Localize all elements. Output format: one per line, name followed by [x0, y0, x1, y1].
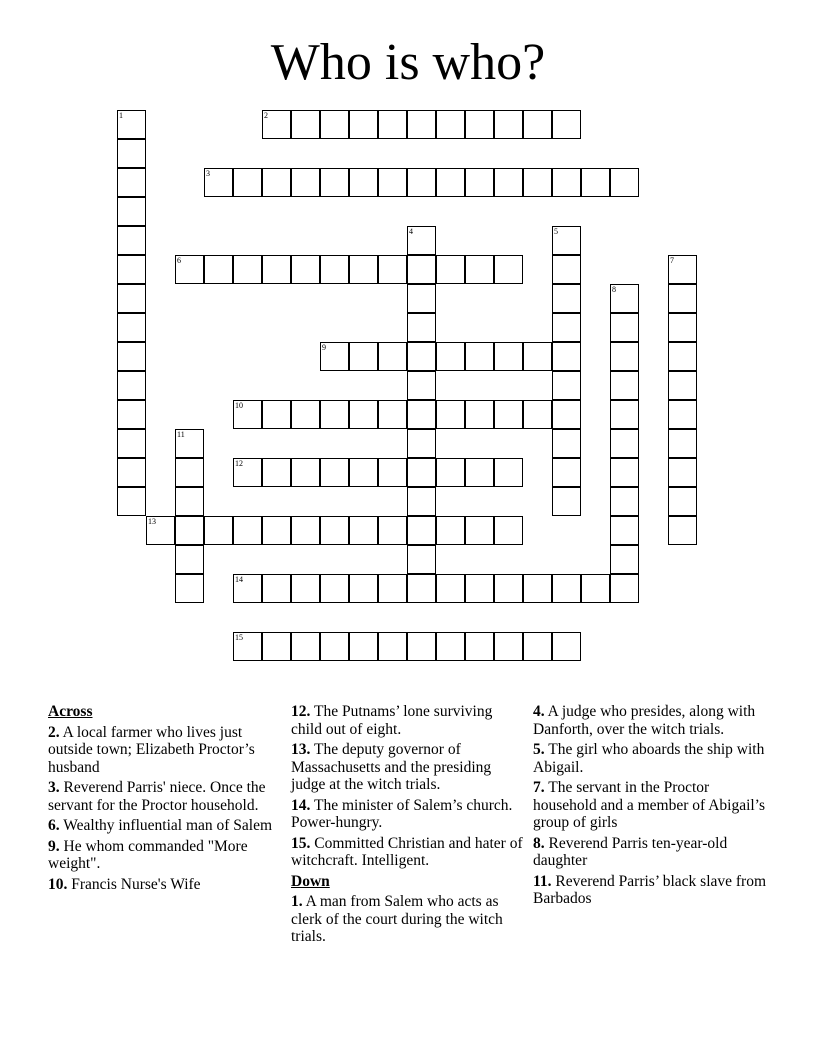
clue-text: He whom commanded "More weight". — [48, 837, 248, 872]
grid-cell[interactable] — [407, 371, 436, 400]
grid-cell[interactable] — [291, 255, 320, 284]
grid-cell[interactable] — [552, 429, 581, 458]
cell-number: 8 — [612, 285, 616, 294]
clue-number: 15. — [291, 834, 311, 852]
grid-cell[interactable] — [610, 545, 639, 574]
clue-text: Reverend Parris ten-year-old daughter — [533, 834, 728, 869]
grid-cell[interactable] — [465, 574, 494, 603]
grid-cell[interactable] — [552, 400, 581, 429]
grid-cell[interactable] — [378, 342, 407, 371]
grid-cell[interactable] — [407, 226, 436, 255]
grid-cell[interactable] — [610, 284, 639, 313]
grid-cell[interactable] — [552, 574, 581, 603]
clue-across-2 — [48, 724, 283, 777]
clue-number: 8. — [533, 834, 545, 852]
grid-cell[interactable] — [436, 255, 465, 284]
grid-cell[interactable] — [291, 458, 320, 487]
cell-number: 12 — [235, 459, 243, 468]
grid-cell[interactable] — [407, 632, 436, 661]
clue-number: 7. — [533, 779, 545, 796]
grid-cell[interactable] — [610, 342, 639, 371]
grid-cell[interactable] — [117, 371, 146, 400]
grid-cell[interactable] — [407, 284, 436, 313]
grid-cell[interactable] — [378, 110, 407, 139]
grid-cell[interactable] — [320, 516, 349, 545]
clue-down-1 — [291, 893, 526, 946]
grid-cell[interactable] — [494, 400, 523, 429]
clue-text: A local farmer who lives just outside town; Elizabeth Proctor’s husband — [48, 723, 255, 776]
grid-cell[interactable] — [494, 342, 523, 371]
grid-cell[interactable] — [378, 400, 407, 429]
grid-cell[interactable] — [349, 458, 378, 487]
grid-cell[interactable] — [523, 342, 552, 371]
cell-number: 14 — [235, 575, 243, 584]
grid-cell[interactable] — [320, 632, 349, 661]
clue-text: Francis Nurse's Wife — [71, 875, 201, 893]
clue-number: 4. — [533, 703, 545, 720]
grid-cell[interactable] — [407, 516, 436, 545]
grid-cell[interactable] — [407, 313, 436, 342]
grid-cell[interactable] — [320, 168, 349, 197]
grid-cell[interactable] — [175, 487, 204, 516]
grid-cell[interactable] — [291, 632, 320, 661]
grid-cell[interactable] — [552, 458, 581, 487]
grid-cell[interactable] — [523, 400, 552, 429]
clue-down-5 — [533, 741, 768, 776]
grid-cell[interactable] — [320, 255, 349, 284]
grid-cell[interactable] — [117, 284, 146, 313]
grid-cell[interactable] — [494, 255, 523, 284]
clue-across-14 — [291, 797, 526, 832]
grid-cell[interactable] — [668, 342, 697, 371]
grid-cell[interactable] — [523, 574, 552, 603]
grid-cell[interactable] — [175, 516, 204, 545]
clue-text: Reverend Parris' niece. Once the servant for the Proctor household. — [48, 779, 266, 814]
grid-cell[interactable] — [204, 255, 233, 284]
grid-cell[interactable] — [349, 110, 378, 139]
grid-cell[interactable] — [610, 516, 639, 545]
across-header: Across — [48, 703, 93, 720]
grid-cell[interactable] — [610, 371, 639, 400]
grid-cell[interactable] — [117, 400, 146, 429]
grid-cell[interactable] — [552, 284, 581, 313]
grid-cell[interactable] — [465, 110, 494, 139]
grid-cell[interactable] — [233, 574, 262, 603]
grid-cell[interactable] — [349, 632, 378, 661]
clue-across-6 — [48, 817, 283, 835]
cell-number: 11 — [177, 430, 185, 439]
cell-number: 2 — [264, 111, 268, 120]
grid-cell[interactable] — [523, 110, 552, 139]
grid-cell[interactable] — [175, 429, 204, 458]
grid-cell[interactable] — [494, 458, 523, 487]
clue-across-10 — [48, 876, 283, 894]
grid-cell[interactable] — [378, 168, 407, 197]
grid-cell[interactable] — [407, 342, 436, 371]
grid-cell[interactable] — [436, 400, 465, 429]
clue-text: Committed Christian and hater of witchcraft. Intelligent. — [291, 834, 523, 869]
grid-cell[interactable] — [494, 110, 523, 139]
grid-cell[interactable] — [233, 516, 262, 545]
grid-cell[interactable] — [407, 487, 436, 516]
grid-cell[interactable] — [175, 545, 204, 574]
grid-cell[interactable] — [175, 458, 204, 487]
grid-cell[interactable] — [233, 168, 262, 197]
clue-text: The Putnams’ lone surviving child out of eight. — [291, 703, 493, 738]
down-header: Down — [291, 872, 330, 890]
grid-cell[interactable] — [494, 632, 523, 661]
clue-across-3 — [48, 779, 283, 814]
grid-cell[interactable] — [552, 226, 581, 255]
grid-cell[interactable] — [407, 255, 436, 284]
clue-number: 9. — [48, 837, 60, 855]
grid-cell[interactable] — [494, 574, 523, 603]
grid-cell[interactable] — [668, 516, 697, 545]
clue-number: 14. — [291, 796, 311, 814]
grid-cell[interactable] — [436, 168, 465, 197]
clue-across-9 — [48, 838, 283, 873]
grid-cell[interactable] — [233, 632, 262, 661]
grid-cell[interactable] — [378, 574, 407, 603]
grid-cell[interactable] — [175, 255, 204, 284]
grid-cell[interactable] — [610, 487, 639, 516]
clue-number: 13. — [291, 741, 311, 758]
clue-number: 10. — [48, 875, 68, 893]
clue-number: 5. — [533, 741, 545, 758]
clue-text: A judge who presides, along with Danforth, over the witch trials. — [533, 703, 756, 738]
grid-cell[interactable] — [552, 168, 581, 197]
grid-cell[interactable] — [668, 371, 697, 400]
grid-cell[interactable] — [610, 168, 639, 197]
grid-cell[interactable] — [668, 429, 697, 458]
cell-number: 6 — [177, 256, 181, 265]
cell-number: 9 — [322, 343, 326, 352]
clue-text: The minister of Salem’s church. Power-hungry. — [291, 796, 513, 831]
clue-text: The servant in the Proctor household and a member of Abigail’s group of girls — [533, 779, 766, 831]
cell-number: 13 — [148, 517, 156, 526]
grid-cell[interactable] — [552, 632, 581, 661]
grid-cell[interactable] — [668, 284, 697, 313]
grid-cell[interactable] — [117, 342, 146, 371]
grid-cell[interactable] — [610, 313, 639, 342]
grid-cell[interactable] — [465, 516, 494, 545]
grid-cell[interactable] — [668, 313, 697, 342]
grid-cell[interactable] — [668, 255, 697, 284]
grid-cell[interactable] — [262, 255, 291, 284]
clue-across-15 — [291, 835, 526, 870]
grid-cell[interactable] — [436, 342, 465, 371]
clue-number: 12. — [291, 703, 311, 720]
clue-number: 1. — [291, 893, 303, 910]
grid-cell[interactable] — [407, 545, 436, 574]
cell-number: 15 — [235, 633, 243, 642]
grid-cell[interactable] — [494, 168, 523, 197]
grid-cell[interactable] — [436, 458, 465, 487]
grid-cell[interactable] — [465, 632, 494, 661]
grid-cell[interactable] — [552, 255, 581, 284]
grid-cell[interactable] — [407, 400, 436, 429]
cell-number: 5 — [554, 227, 558, 236]
grid-cell[interactable] — [407, 429, 436, 458]
cell-number: 4 — [409, 227, 413, 236]
grid-cell[interactable] — [436, 110, 465, 139]
grid-cell[interactable] — [552, 487, 581, 516]
grid-cell[interactable] — [378, 516, 407, 545]
clue-number: 3. — [48, 779, 60, 796]
grid-cell[interactable] — [291, 574, 320, 603]
grid-cell[interactable] — [407, 574, 436, 603]
grid-cell[interactable] — [552, 313, 581, 342]
grid-cell[interactable] — [465, 168, 494, 197]
grid-cell[interactable] — [320, 400, 349, 429]
cell-number: 10 — [235, 401, 243, 410]
clue-down-11 — [533, 873, 768, 908]
clue-text: The girl who aboards the ship with Abigail. — [533, 741, 765, 776]
cell-number: 7 — [670, 256, 674, 265]
grid-cell[interactable] — [465, 255, 494, 284]
grid-cell[interactable] — [668, 400, 697, 429]
grid-cell[interactable] — [349, 574, 378, 603]
cell-number: 3 — [206, 169, 210, 178]
clues-column-2 — [291, 703, 526, 949]
grid-cell[interactable] — [117, 429, 146, 458]
clue-text: A man from Salem who acts as clerk of the court during the witch trials. — [291, 893, 503, 945]
clue-text: The deputy governor of Massachusetts and the presiding judge at the witch trials. — [291, 741, 492, 793]
grid-cell[interactable] — [233, 458, 262, 487]
clue-across-13 — [291, 741, 526, 794]
grid-cell[interactable] — [407, 110, 436, 139]
grid-cell[interactable] — [117, 255, 146, 284]
grid-cell[interactable] — [117, 168, 146, 197]
grid-cell[interactable] — [407, 458, 436, 487]
grid-cell[interactable] — [320, 574, 349, 603]
grid-cell[interactable] — [233, 400, 262, 429]
grid-cell[interactable] — [465, 400, 494, 429]
clue-down-8 — [533, 835, 768, 870]
grid-cell[interactable] — [436, 632, 465, 661]
grid-cell[interactable] — [349, 168, 378, 197]
grid-cell[interactable] — [117, 458, 146, 487]
grid-cell[interactable] — [262, 516, 291, 545]
page-title: Who is who? — [270, 34, 546, 91]
grid-cell[interactable] — [204, 516, 233, 545]
grid-cell[interactable] — [175, 574, 204, 603]
grid-cell[interactable] — [117, 110, 146, 139]
clue-down-7 — [533, 779, 768, 832]
grid-cell[interactable] — [291, 110, 320, 139]
grid-cell[interactable] — [291, 400, 320, 429]
clue-number: 11. — [533, 872, 552, 890]
grid-cell[interactable] — [552, 342, 581, 371]
grid-cell[interactable] — [262, 458, 291, 487]
grid-cell[interactable] — [552, 110, 581, 139]
grid-cell[interactable] — [523, 632, 552, 661]
clue-text: Wealthy influential man of Salem — [63, 817, 273, 834]
grid-cell[interactable] — [117, 139, 146, 168]
grid-cell[interactable] — [117, 197, 146, 226]
grid-cell[interactable] — [349, 400, 378, 429]
clue-down-4 — [533, 703, 768, 738]
clues-column-1 — [48, 703, 283, 896]
grid-cell[interactable] — [581, 168, 610, 197]
grid-cell[interactable] — [320, 342, 349, 371]
grid-cell[interactable] — [291, 168, 320, 197]
clue-number: 2. — [48, 723, 60, 741]
grid-cell[interactable] — [320, 110, 349, 139]
grid-cell[interactable] — [349, 516, 378, 545]
grid-cell[interactable] — [117, 487, 146, 516]
grid-cell[interactable] — [610, 400, 639, 429]
grid-cell[interactable] — [668, 487, 697, 516]
grid-cell[interactable] — [465, 342, 494, 371]
clue-across-12 — [291, 703, 526, 738]
clue-text: Reverend Parris’ black slave from Barbados — [533, 872, 767, 907]
grid-cell[interactable] — [262, 632, 291, 661]
grid-cell[interactable] — [552, 371, 581, 400]
grid-cell[interactable] — [262, 574, 291, 603]
grid-cell[interactable] — [407, 168, 436, 197]
grid-cell[interactable] — [320, 458, 349, 487]
grid-cell[interactable] — [262, 168, 291, 197]
grid-cell[interactable] — [146, 516, 175, 545]
grid-cell[interactable] — [378, 458, 407, 487]
grid-cell[interactable] — [581, 574, 610, 603]
grid-cell[interactable] — [204, 168, 233, 197]
grid-cell[interactable] — [117, 226, 146, 255]
grid-cell[interactable] — [291, 516, 320, 545]
grid-cell[interactable] — [262, 110, 291, 139]
grid-cell[interactable] — [436, 516, 465, 545]
grid-cell[interactable] — [610, 429, 639, 458]
clues-column-3 — [533, 703, 768, 911]
grid-cell[interactable] — [262, 400, 291, 429]
grid-cell[interactable] — [378, 255, 407, 284]
clue-number: 6. — [48, 817, 60, 834]
grid-cell[interactable] — [349, 255, 378, 284]
grid-cell[interactable] — [436, 574, 465, 603]
grid-cell[interactable] — [494, 516, 523, 545]
grid-cell[interactable] — [610, 458, 639, 487]
grid-cell[interactable] — [523, 168, 552, 197]
grid-cell[interactable] — [465, 458, 494, 487]
grid-cell[interactable] — [668, 458, 697, 487]
grid-cell[interactable] — [117, 313, 146, 342]
cell-number: 1 — [119, 111, 123, 120]
grid-cell[interactable] — [610, 574, 639, 603]
grid-cell[interactable] — [233, 255, 262, 284]
grid-cell[interactable] — [378, 632, 407, 661]
grid-cell[interactable] — [349, 342, 378, 371]
